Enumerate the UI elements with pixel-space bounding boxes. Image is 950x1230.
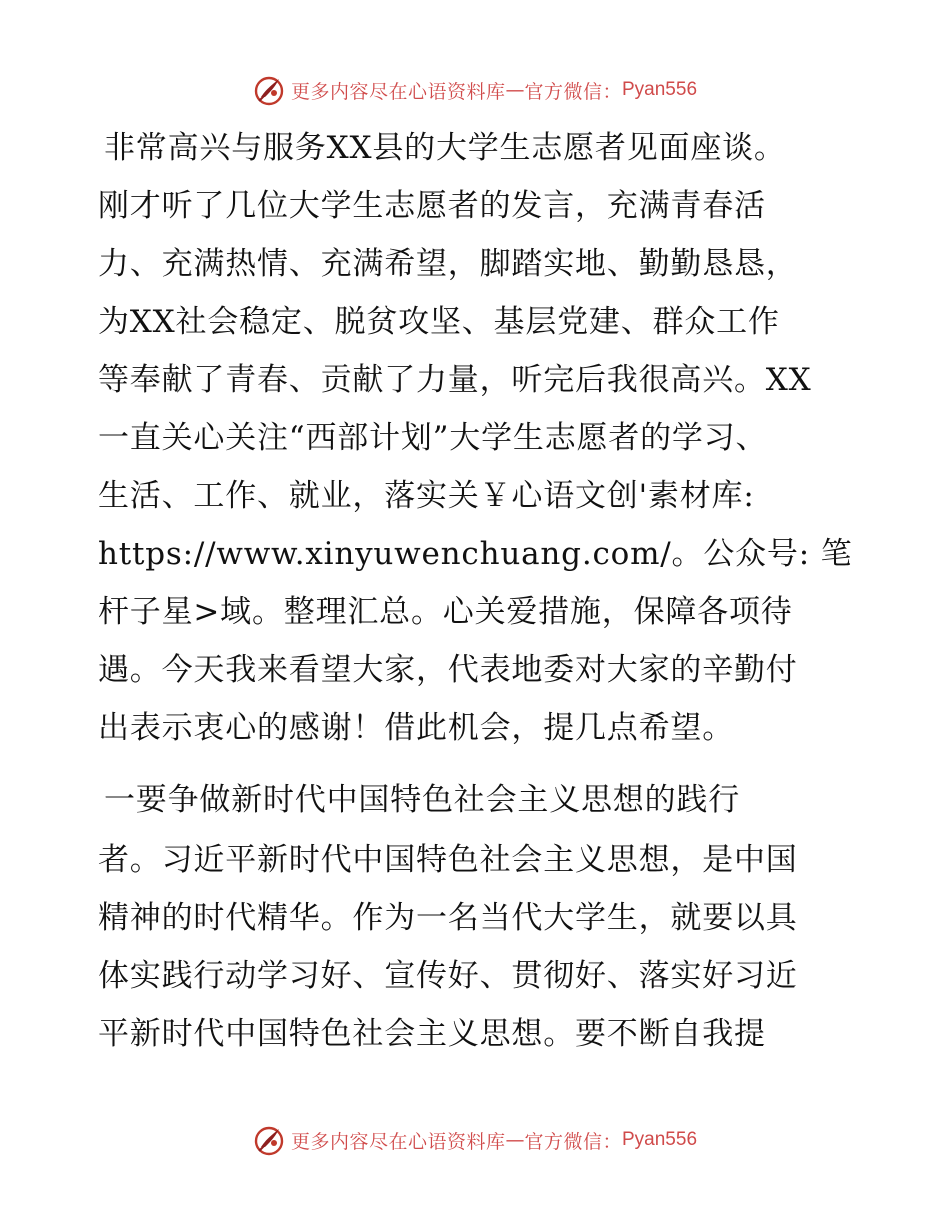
watermark-wechat-label: 官方微信：	[524, 1130, 622, 1153]
text-line: 平新时代中国特色社会主义思想。要不断自我提	[98, 1016, 766, 1052]
quill-logo-icon	[253, 1123, 287, 1157]
text-line: https://www.xinyuwenchuang.com/。公众号: 笔	[98, 536, 853, 572]
text-line: 一要争做新时代中国特色社会主义思想的践行	[104, 782, 740, 818]
text-line: 刚才听了几位大学生志愿者的发言，充满青春活	[98, 188, 766, 224]
text-line: 力、充满热情、充满希望，脚踏实地、勤勤恳恳，	[98, 246, 798, 282]
text-line: 为XX社会稳定、脱贫攻坚、基层党建、群众工作	[98, 304, 780, 340]
watermark-separator: —	[505, 79, 525, 101]
header-watermark	[0, 70, 950, 110]
text-line: 精神的时代精华。作为一名当代大学生，就要以具	[98, 900, 798, 936]
watermark-separator: —	[505, 1129, 525, 1151]
text-line: 杆子星>域。整理汇总。心关爱措施，保障各项待	[98, 594, 793, 630]
footer-watermark	[0, 1120, 950, 1160]
text-line: 一直关心关注“西部计划”大学生志愿者的学习、	[98, 420, 768, 456]
text-line: 生活、工作、就业，落实关￥心语文创'素材库:	[98, 478, 755, 514]
text-line: 非常高兴与服务XX县的大学生志愿者见面座谈。	[104, 130, 786, 166]
text-line: 出表示衷心的感谢！借此机会，提几点希望。	[98, 710, 734, 746]
text-line: 等奉献了青春、贡献了力量，听完后我很高兴。XX	[98, 362, 812, 398]
watermark-wechat-label: 官方微信：	[524, 80, 622, 103]
text-line: 遇。今天我来看望大家，代表地委对大家的辛勤付	[98, 652, 798, 688]
quill-logo-icon	[253, 73, 287, 107]
watermark-wechat-id: Pyan556	[622, 1129, 698, 1150]
watermark-site-text: 更多内容尽在心语资料库	[290, 1130, 506, 1153]
text-line: 体实践行动学习好、宣传好、贯彻好、落实好习近	[98, 958, 798, 994]
watermark-site-text: 更多内容尽在心语资料库	[290, 80, 506, 103]
watermark-wechat-id: Pyan556	[622, 79, 698, 100]
text-line: 者。习近平新时代中国特色社会主义思想，是中国	[98, 842, 798, 878]
